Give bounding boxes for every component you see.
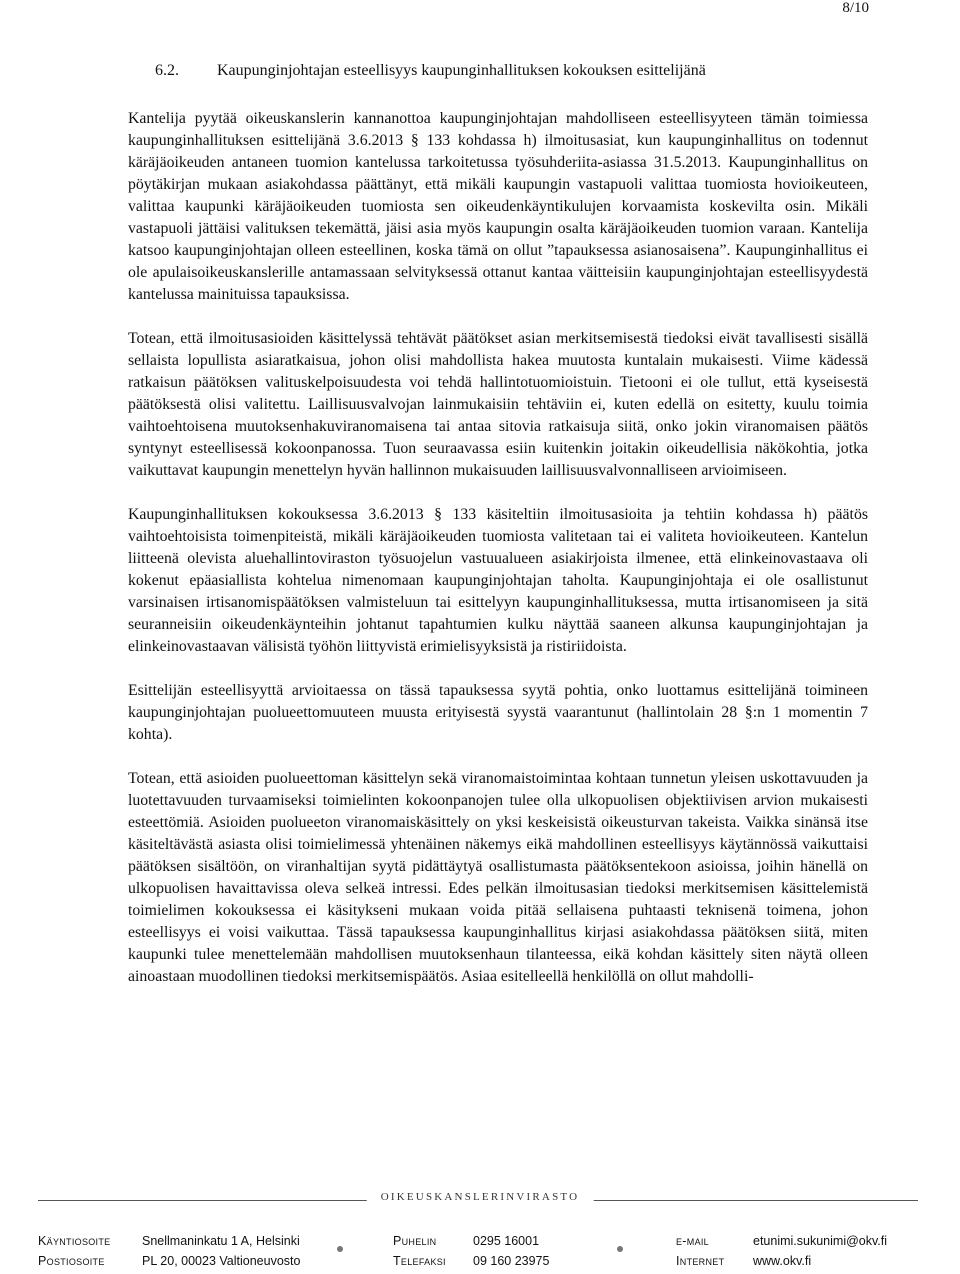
paragraph: Totean, että asioiden puolueettoman käsittelyn sekä viranomaistoimintaa kohtaan tunnetun yleisen uskottavuuden ja luotettavuuden turvaamiseksi toimielinten kokoonpanojen tulee olla ulkopuolisen objektiivisen arvion mukaisesti esteettömiä. Asioiden puolueeton viranomaiskäsittely on yksi keskeisistä oikeusturvan takeista. Vaikka sinänsä itse käsiteltävästä asiasta olisi toimielimessä yhtenäinen näkemys eikä mahdollinen esteellisyys käytännössä vaikuttaisi päätöksen sisältöön, on viranhaltijan syytä pidättäytyä osallistumasta päätöksentekoon asioissa, joihin hänellä on ulkopuolisen havaittavissa oleva selkeä intressi. Edes pelkän ilmoitusasian tiedoksi merkitsemisen käsittelemistä toimielimen kokouksessa ei käsitykseni mukaan voida pitää sellaisena puhtaasti teknisenä toimena, johon esteellisyys ei voisi vaikuttaa. Tässä tapauksessa kaupunginhallitus kirjasi asiakohdassa päätöksen siitä, miten kaupunki tulee menettelemään mahdollisen muutoksenhaun tilanteessa, eikä kohdan käsittely siten näytä olleen ainoastaan muodollinen tiedoksi merkitsemispäätös. Asiaa esitelleellä henkilöllä on ollut mahdolli- — [128, 770, 868, 985]
website-link[interactable]: www.okv.fi — [753, 1254, 812, 1268]
postal-address: PL 20, 00023 Valtioneuvosto — [142, 1254, 301, 1268]
footer-row — [38, 1234, 918, 1254]
phone-number: 0295 16001 — [473, 1234, 540, 1248]
paragraph: Totean, että ilmoitusasioiden käsittelyssä tehtävät päätökset asian merkitsemisestä tiedoksi eivät tavallisesti sisällä sellaista lopullista asiaratkaisua, johon olisi mahdollista hakea muutosta kuntalain mukaisesti. Viime kädessä ratkaisun päätöksen valituskelpoisuudesta voi tehdä hallintotuomioistuin. Tietooni ei ole tullut, että kyseisestä päätöksestä olisi valitettu. Laillisuusvalvojan lainmukaisiin tehtäviin ei, kuten edellä on esitetty, kuulu toimia vaihtoehtoisena muutoksenhakuviranomaisena tai antaa sitovia ratkaisuja siitä, onko jokin viranomaisen päätös syntynyt esteellisessä kokoonpanossa. Tuon seuraavassa esiin kuitenkin joitakin oikeudellisia näkökohtia, jotka vaikuttavat kaupungin menettelyn hyvän hallinnon mukaisuuden laillisuusvalvonnalliseen arvioimiseen. — [128, 330, 868, 479]
paragraph: Kaupunginhallituksen kokouksessa 3.6.2013 § 133 käsiteltiin ilmoitusasioita ja tehtiin kohdassa h) päätös vaihtoehtoisista toimenpiteistä, mikäli käräjäoikeuden tuomiosta valitetaan tai ei valiteta hovioikeuteen. Kantelun liitteenä olevista aluehallintoviraston työsuojelun vastuualueen asiakirjoista ilmenee, että elinkeinovastaava oli kokenut epäasiallista kohtelua nimenomaan kaupunginjohtajan taholta. Kaupunginjohtaja ei ole osallistunut varsinaisen irtisanomispäätöksen valmisteluun tai esittelyyn kaupunginhallituksessa, mutta irtisanomiseen ja sitä seuranneisiin oikeudenkäynteihin johtanut tapahtumien kulku näyttää saaneen alkunsa kaupunginjohtajan ja elinkeinovastaavan välisistä työhön liittyvistä erimielisyyksistä ja ristiriidoista. — [128, 506, 868, 655]
footer-contact — [38, 1234, 918, 1274]
visiting-address-label: Käyntiosoite — [38, 1234, 111, 1248]
section-title: Kaupunginjohtajan esteellisyys kaupunginhallituksen kokouksen esittelijänä — [217, 62, 706, 79]
phone-label: Puhelin — [393, 1234, 437, 1248]
email-address[interactable]: etunimi.sukunimi@okv.fi — [753, 1234, 888, 1248]
fax-label: Telefaksi — [393, 1254, 446, 1268]
email-label: e-mail — [676, 1234, 709, 1248]
postal-address-label: Postiosoite — [38, 1254, 105, 1268]
separator-dot-icon — [617, 1246, 623, 1252]
internet-label: Internet — [676, 1254, 725, 1268]
paragraph: Kantelija pyytää oikeuskanslerin kannanottoa kaupunginjohtajan mahdolliseen esteellisyyteen tämän toimiessa kaupunginhallituksen esittelijänä 3.6.2013 § 133 kohdassa h) ilmoitusasiat, kun kaupunginhallitus on todennut käräjäoikeuden antaneen tuomion kantelussa tarkoitetussa työsuhderiita-asiassa 31.5.2013. Kaupunginhallitus on pöytäkirjan mukaan asiakohdassa päättänyt, että mikäli kaupungin vastapuoli valittaa tuomiosta hovioikeuteen, valittaa kaupunki käräjäoikeuden tuomiosta sen oikeudenkäyntikulujen korvaamista koskevilta osin. Mikäli vastapuoli jättäisi valituksen tekemättä, jäisi asia myös kaupungin osalta käräjäoikeuden tuomion varaan. Kantelija katsoo kaupunginjohtajan olleen esteellinen, koska tämä on ollut ”tapauksessa asianosaisena”. Kaupunginhallitus ei ole apulaisoikeuskanslerille antamassaan selvityksessä ottanut kantaa väitteisiin kaupunginjohtajan esteellisyydestä kantelussa mainituissa tapauksissa. — [128, 110, 868, 303]
section-number: 6.2. — [155, 62, 179, 79]
section-heading — [155, 62, 875, 80]
footer-brand: OIKEUSKANSLERINVIRASTO — [367, 1191, 594, 1203]
visiting-address: Snellmaninkatu 1 A, Helsinki — [142, 1234, 300, 1248]
page-number: 8/10 — [842, 0, 869, 16]
footer-row — [38, 1254, 918, 1274]
body-text — [128, 108, 868, 1010]
separator-dot-icon — [337, 1246, 343, 1252]
fax-number: 09 160 23975 — [473, 1254, 550, 1268]
paragraph: Esittelijän esteellisyyttä arvioitaessa on tässä tapauksessa syytä pohtia, onko luottamus esittelijänä toimineen kaupunginjohtajan puolueettomuuteen muusta erityisestä syystä vaarantunut (hallintolain 28 §:n 1 momentin 7 kohta). — [128, 682, 868, 743]
